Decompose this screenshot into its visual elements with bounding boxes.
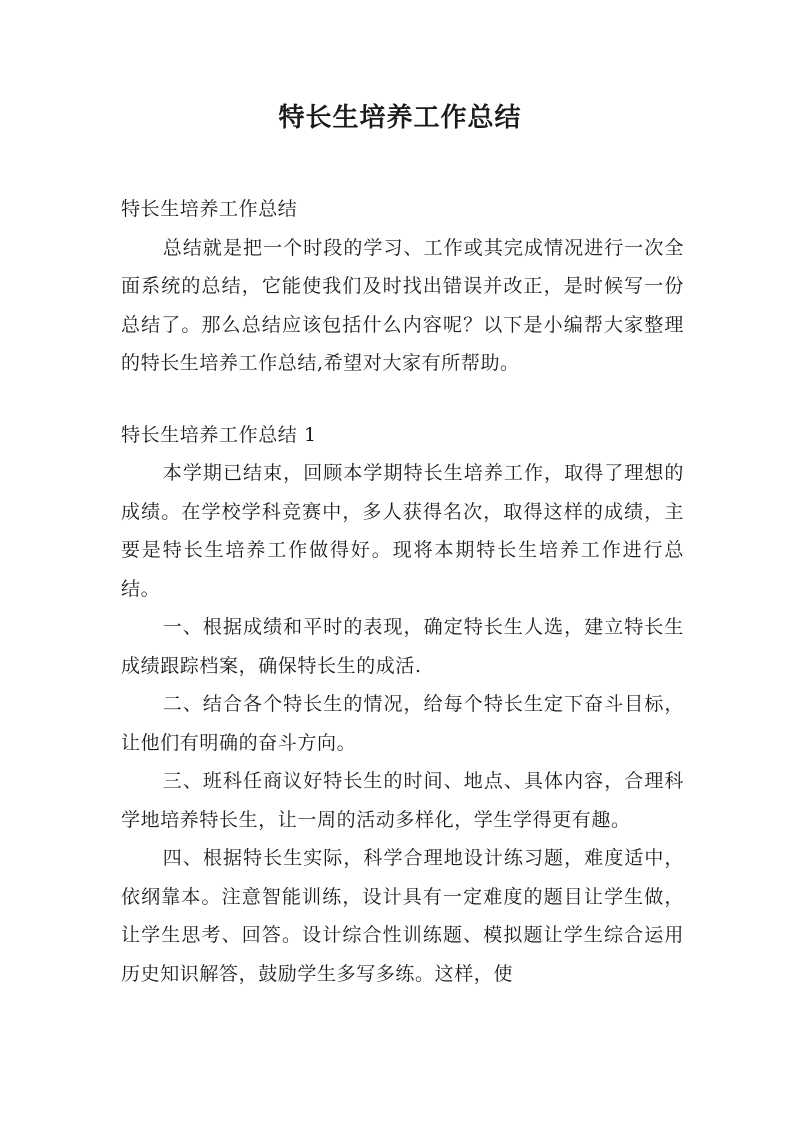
section1-paragraph-3: 二、结合各个特长生的情况，给每个特长生定下奋斗目标，让他们有明确的奋斗方向。	[121, 693, 684, 754]
document-title: 特长生培养工作总结	[278, 103, 522, 133]
section1-paragraph-5: 四、根据特长生实际，科学合理地设计练习题，难度适中，依纲靠本。注意智能训练，设计具有一定难度的题目让学生做，让学生思考、回答。设计综合性训练题、模拟题让学生综合运用历史知识解答，鼓励学生多写多练。这样，使	[121, 847, 684, 985]
section-spacer	[121, 383, 684, 416]
section1-paragraph-2: 一、根据成绩和平时的表现，确定特长生人选，建立特长生成绩跟踪档案，确保特长生的成活.	[121, 616, 684, 677]
section1-heading: 特长生培养工作总结 1	[121, 423, 317, 446]
section1-paragraph-4: 三、班科任商议好特长生的时间、地点、具体内容，合理科学地培养特长生，让一周的活动多样化，学生学得更有趣。	[121, 770, 684, 831]
intro-heading: 特长生培养工作总结	[121, 198, 298, 220]
section1-paragraph-1: 本学期已结束，回顾本学期特长生培养工作，取得了理想的成绩。在学校学科竞赛中，多人获得名次，取得这样的成绩，主要是特长生培养工作做得好。现将本期特长生培养工作进行总结。	[121, 462, 684, 600]
document-body	[121, 190, 684, 993]
intro-paragraph: 总结就是把一个时段的学习、工作或其完成情况进行一次全面系统的总结，它能使我们及时找出错误并改正，是时候写一份总结了。那么总结应该包括什么内容呢？以下是小编帮大家整理的特长生培养工作总结,希望对大家有所帮助。	[121, 236, 684, 374]
